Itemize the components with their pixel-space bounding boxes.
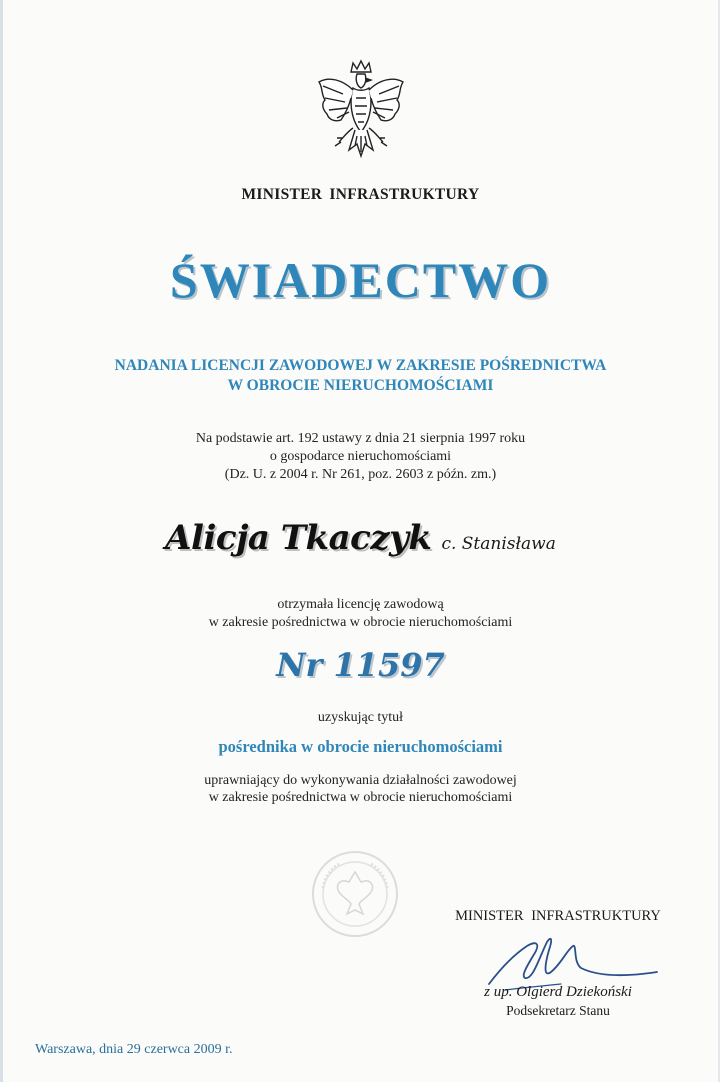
document-title: ŚWIADECTWO [169, 252, 552, 308]
legal-basis-line-1: Na podstawie art. 192 ustawy z dnia 21 sierpnia 1997 roku [195, 431, 526, 446]
entitlement-line-2: w zakresie pośrednictwa w obrocie nieruchomościami [208, 790, 513, 805]
received-line-2: w zakresie pośrednictwa w obrocie nieruchomościami [208, 615, 513, 630]
legal-basis-line-2: o gospodarce nieruchomościami [269, 449, 452, 464]
license-number: Nr 11597 [276, 646, 445, 684]
signatory-name: z up. Olgierd Dziekoński [484, 984, 632, 1000]
signatory-role: Podsekretarz Stanu [506, 1003, 610, 1018]
subtitle-line-1: NADANIA LICENCJI ZAWODOWEJ W ZAKRESIE POŚREDNICTWA [114, 357, 607, 374]
license-holder [3, 518, 718, 559]
eagle-emblem-icon [313, 58, 409, 168]
embossed-seal-icon [309, 848, 401, 940]
entitlement-line-1: uprawniający do wykonywania działalności zawodowej [204, 773, 517, 788]
holder-father-name: c. Stanisława [441, 534, 556, 554]
issuer-heading: MINISTER INFRASTRUKTURY [241, 186, 480, 203]
legal-basis-line-3: (Dz. U. z 2004 r. Nr 261, poz. 2603 z późn. zm.) [224, 467, 497, 482]
subtitle-line-2: W OBROCIE NIERUCHOMOŚCIAMI [227, 377, 494, 394]
license-received-text [3, 596, 718, 632]
received-line-1: otrzymała licencję zawodową [277, 597, 444, 612]
place-and-date: Warszawa, dnia 29 czerwca 2009 r. [35, 1042, 233, 1057]
entitlement-text [3, 772, 718, 806]
document-subtitle [3, 356, 718, 396]
professional-title: pośrednika w obrocie nieruchomościami [218, 737, 503, 756]
signatory-office: MINISTER INFRASTRUKTURY [455, 908, 661, 924]
title-intro: uzyskując tytuł [317, 710, 404, 725]
holder-name: Alicja Tkaczyk [165, 518, 432, 558]
legal-basis [3, 430, 718, 484]
